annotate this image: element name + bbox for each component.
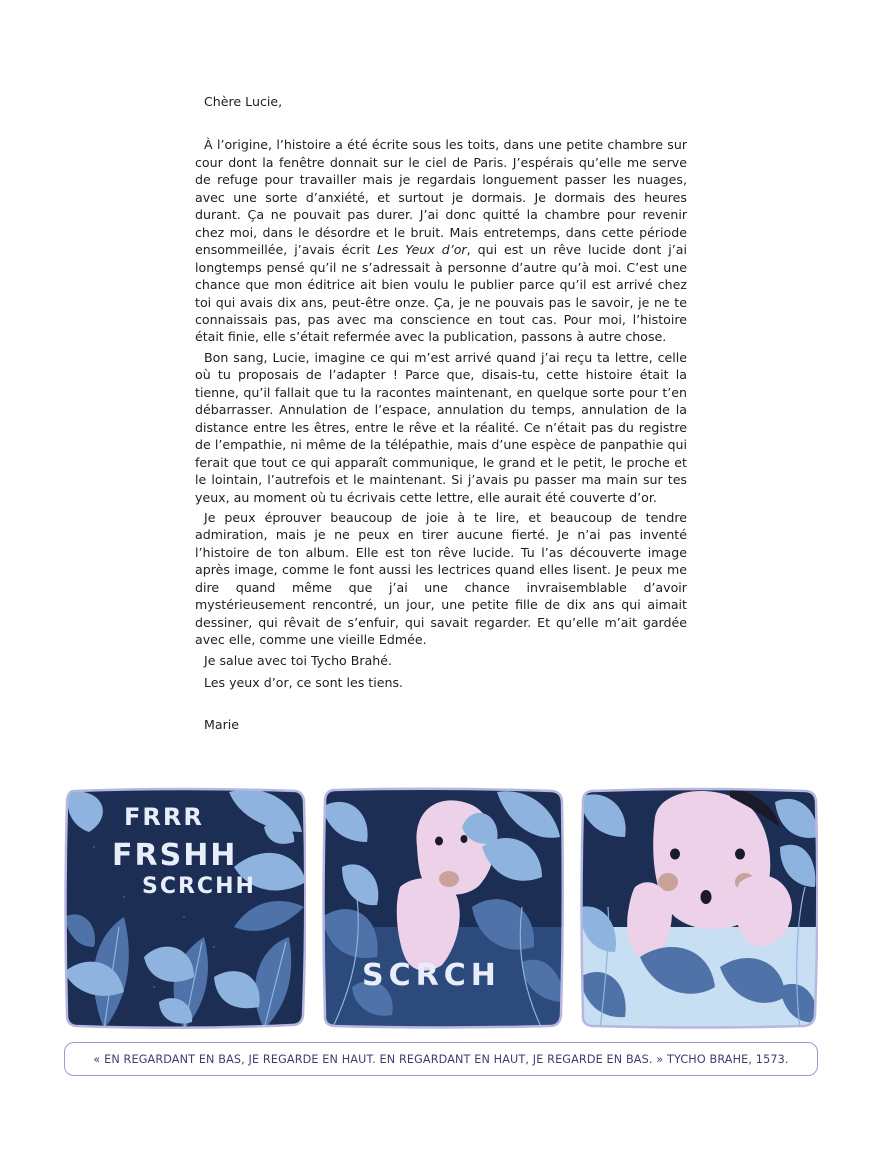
- letter: [195, 93, 687, 733]
- letter-salutation: Chère Lucie,: [204, 94, 283, 109]
- comic-panel-1: [64, 787, 306, 1029]
- paragraph-1-text-end: , qui est un rêve lucide dont j’ai longtemps pensé qu’il ne s’adressait à personne d’autre qu’à moi. C’est une chance que mon éditrice ait bien voulu le publier parce qu’il est arrivé chez toi qui avais dix ans, peut-être onze. Ça, je ne pouvais pas le savoir, je ne te connaissais pas, pas avec ma conscience en tout cas. Pour moi, l’histoire était finie, elle s’était refermée avec la publication, passons à autre chose.: [195, 242, 687, 345]
- letter-paragraph-3: Je peux éprouver beaucoup de joie à te lire, et beaucoup de tendre admiration, mais je ne peux en tirer aucune fierté. Je n’ai pas inventé l’histoire de ton album. Elle est ton rêve lucide. Tu l’as découverte image après image, comme le font aussi les lectrices quand elles lisent. Je peux me dire quand même que j’ai une chance invraisemblable d’avoir mystérieusement rencontré, un jour, une petite fille de dix ans qui aimait dessiner, qui rêvait de s’enfuir, qui savait regarder. Et qu’elle m’ait gardée avec elle, comme une vieille Edmée.: [195, 509, 687, 648]
- book-title: Les Yeux d’or: [376, 242, 467, 258]
- sfx-scrch: SCRCH: [362, 958, 501, 993]
- quote-caption: « EN REGARDANT EN BAS, JE REGARDE EN HAUT. EN REGARDANT EN HAUT, JE REGARDE EN BAS. » TYCHO BRAHE, 1573.: [64, 1042, 818, 1076]
- comic-panel-3: [580, 787, 818, 1029]
- comic-panel-2: [322, 787, 564, 1029]
- paragraph-1-text-start: À l’origine, l’histoire a été écrite sous les toits, dans une petite chambre sur cour dont la fenêtre donnait sur le ciel de Paris. J’espérais qu’elle me serve de refuge pour travailler mais je regardais longuement passer les nuages, avec une sorte d’anxiété, et surtout je dormais. Je dormais des heures durant. Ça ne pouvait pas durer. J’ai donc quitté la chambre pour revenir chez moi, dans le désordre et le bruit. Mais entretemps, dans cette période ensommeillée, j’avais écrit: [195, 137, 687, 258]
- sfx-frrr: FRRR: [124, 803, 204, 831]
- letter-paragraph-5: Les yeux d’or, ce sont les tiens.: [204, 675, 404, 691]
- sfx-frshh: FRSHH: [112, 838, 238, 873]
- letter-paragraph-1: [195, 136, 687, 345]
- comic-strip: [64, 787, 818, 1029]
- letter-paragraph-4: Je salue avec toi Tycho Brahé.: [204, 652, 393, 668]
- sfx-scrchh: SCRCHH: [142, 874, 256, 899]
- letter-paragraph-2: Bon sang, Lucie, imagine ce qui m’est arrivé quand j’ai reçu ta lettre, celle où tu proposais de l’adapter ! Parce que, disais-tu, cette histoire était la tienne, qu’il fallait que tu la racontes maintenant, en quelque sorte pour t’en débarrasser. Annulation de l’espace, annulation du temps, annulation de la distance entre les êtres, entre le rêve et la réalité. Ce n’était pas du registre de l’empathie, ni même de la télépathie, mais d’une espèce de panpathie qui ferait que tout ce qui apparaît communique, le grand et le petit, le proche et le lointain, l’autrefois et le maintenant. Si j’avais pu passer ma main sur tes yeux, au moment où tu écrivais cette lettre, elle aurait été couverte d’or.: [195, 349, 687, 505]
- letter-signature: Marie: [204, 716, 240, 732]
